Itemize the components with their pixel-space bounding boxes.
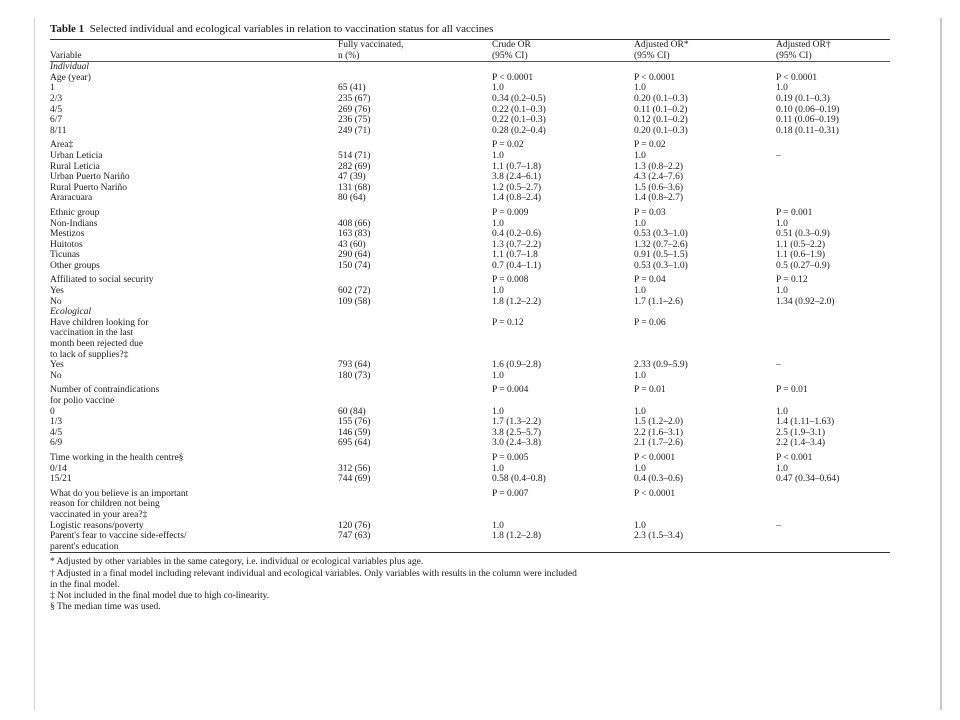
cell-adjusted-or-1: P < 0.0001	[634, 72, 676, 83]
cell-adjusted-or-2: 2.2 (1.4–3.4)	[776, 438, 826, 449]
table-row	[50, 449, 890, 464]
cell-adjusted-or-1: 2.3 (1.5–3.4)	[634, 531, 684, 542]
header-variable: Variable	[50, 50, 82, 61]
cell-variable: 0	[50, 406, 55, 417]
cell-adjusted-or-1: 1.5 (1.2–2.0)	[634, 417, 684, 428]
cell-fully-vaccinated	[338, 499, 492, 510]
cell-crude-or: P = 0.02	[492, 140, 524, 151]
cell-crude-or: 1.1 (0.7–1.8	[492, 250, 538, 261]
cell-fully-vaccinated	[338, 204, 492, 219]
cell-adjusted-or-1: 1.0	[634, 370, 646, 381]
cell-crude-or	[492, 350, 634, 361]
cell-adjusted-or-1: 1.0	[634, 83, 646, 94]
cell-adjusted-or-2: 1.0	[776, 406, 788, 417]
cell-adjusted-or-2	[776, 350, 890, 361]
cell-fully-vaccinated: 155 (76)	[338, 417, 371, 428]
cell-fully-vaccinated: 150 (74)	[338, 260, 371, 271]
table-row	[50, 204, 890, 219]
cell-variable: Ticunas	[50, 250, 80, 261]
cell-crude-or: 1.7 (1.3–2.2)	[492, 417, 542, 428]
cell-crude-or: 1.0	[492, 520, 504, 531]
cell-crude-or: 1.0	[492, 370, 504, 381]
cell-fully-vaccinated	[338, 381, 492, 396]
cell-fully-vaccinated: 43 (60)	[338, 239, 366, 250]
table-row	[50, 485, 890, 500]
cell-variable: 1/3	[50, 417, 63, 428]
cell-adjusted-or-2	[776, 162, 890, 173]
table-row	[50, 464, 890, 475]
cell-adjusted-or-2: 0.51 (0.3–0.9)	[776, 229, 830, 240]
cell-fully-vaccinated: 235 (67)	[338, 93, 371, 104]
cell-adjusted-or-2	[776, 485, 890, 500]
cell-adjusted-or-2	[776, 172, 890, 183]
cell-fully-vaccinated	[338, 136, 492, 151]
cell-variable: parent's education	[50, 541, 119, 552]
cell-variable: 4/5	[50, 427, 63, 438]
cell-fully-vaccinated: 249 (71)	[338, 125, 371, 136]
cell-adjusted-or-2: P = 0.001	[776, 207, 813, 218]
cell-crude-or: 0.34 (0.2–0.5)	[492, 93, 546, 104]
cell-adjusted-or-2	[776, 371, 890, 382]
cell-crude-or	[492, 339, 634, 350]
cell-adjusted-or-2	[776, 499, 890, 510]
cell-fully-vaccinated: 120 (76)	[338, 520, 371, 531]
table-row	[50, 371, 890, 382]
table-row	[50, 193, 890, 204]
cell-crude-or: 1.1 (0.7–1.8)	[492, 161, 542, 172]
table-row	[50, 531, 890, 542]
cell-fully-vaccinated	[338, 271, 492, 286]
cell-crude-or: 0.58 (0.4–0.8)	[492, 474, 546, 485]
cell-adjusted-or-2	[776, 136, 890, 151]
cell-fully-vaccinated: 514 (71)	[338, 150, 371, 161]
table-row	[50, 407, 890, 418]
table-row	[50, 417, 890, 428]
cell-adjusted-or-2	[776, 318, 890, 329]
cell-adjusted-or-1: 1.5 (0.6–3.6)	[634, 182, 684, 193]
cell-adjusted-or-1: 1.0	[634, 150, 646, 161]
cell-crude-or	[492, 499, 634, 510]
table-row	[50, 499, 890, 510]
footnote: in the final model.	[50, 579, 120, 590]
cell-crude-or: P = 0.12	[492, 317, 524, 328]
cell-crude-or: 1.8 (1.2–2.8)	[492, 531, 542, 542]
header-crude-or: Crude OR (95% CI)	[492, 40, 531, 61]
cell-variable: Araracuara	[50, 193, 93, 204]
cell-crude-or: 0.22 (0.1–0.3)	[492, 104, 546, 115]
cell-variable: 4/5	[50, 104, 63, 115]
cell-adjusted-or-1: 0.20 (0.1–0.3)	[634, 125, 688, 136]
cell-adjusted-or-1	[634, 510, 776, 521]
cell-adjusted-or-2	[776, 307, 890, 318]
table-row	[50, 271, 890, 286]
cell-variable: Ethnic group	[50, 207, 100, 218]
cell-variable: Urban Leticia	[50, 150, 103, 161]
cell-fully-vaccinated: 602 (72)	[338, 286, 371, 297]
cell-fully-vaccinated: 282 (69)	[338, 161, 371, 172]
page-border-right	[940, 18, 942, 710]
cell-crude-or	[492, 510, 634, 521]
cell-adjusted-or-2: 0.18 (0.11–0.31)	[776, 125, 839, 136]
cell-adjusted-or-2	[776, 62, 890, 73]
cell-fully-vaccinated	[338, 328, 492, 339]
cell-adjusted-or-1: 0.4 (0.3–0.6)	[634, 474, 684, 485]
cell-crude-or: 0.28 (0.2–0.4)	[492, 125, 546, 136]
cell-adjusted-or-2: 0.10 (0.06–0.19)	[776, 104, 840, 115]
cell-adjusted-or-1: 1.0	[634, 463, 646, 474]
table-row	[50, 474, 890, 485]
table-row	[50, 360, 890, 371]
cell-adjusted-or-2: –	[776, 360, 781, 371]
cell-crude-or: 1.8 (1.2–2.2)	[492, 296, 542, 307]
cell-fully-vaccinated	[338, 339, 492, 350]
table-row	[50, 438, 890, 449]
table-row	[50, 115, 890, 126]
cell-fully-vaccinated	[338, 318, 492, 329]
table-row	[50, 381, 890, 396]
cell-adjusted-or-1: 0.20 (0.1–0.3)	[634, 93, 688, 104]
cell-variable: vaccinated in your area?‡	[50, 509, 148, 520]
footnote: § The median time was used.	[50, 602, 161, 613]
cell-adjusted-or-2: 1.1 (0.6–1.9)	[776, 250, 826, 261]
table-row	[50, 328, 890, 339]
table-row	[50, 286, 890, 297]
cell-fully-vaccinated: 695 (64)	[338, 438, 371, 449]
cell-adjusted-or-2: 2.5 (1.9–3.1)	[776, 427, 826, 438]
cell-variable: vaccination in the last	[50, 328, 134, 339]
cell-fully-vaccinated	[338, 350, 492, 361]
cell-crude-or: 3.8 (2.4–6.1)	[492, 172, 542, 183]
cell-variable: 2/3	[50, 93, 63, 104]
footnotes	[50, 557, 890, 613]
cell-adjusted-or-1: 1.0	[634, 286, 646, 297]
cell-variable: No	[50, 296, 62, 307]
footnote: * Adjusted by other variables in the same category, i.e. individual or ecological variables plus age.	[50, 557, 424, 568]
cell-fully-vaccinated: 408 (66)	[338, 218, 371, 229]
cell-crude-or: 1.4 (0.8–2.4)	[492, 193, 542, 204]
cell-variable: month been rejected due	[50, 339, 144, 350]
cell-adjusted-or-2: P = 0.01	[776, 385, 808, 396]
cell-variable: Area‡	[50, 140, 74, 151]
table-body	[50, 62, 890, 552]
cell-fully-vaccinated	[338, 307, 492, 318]
cell-crude-or: 0.4 (0.2–0.6)	[492, 229, 542, 240]
table-row	[50, 162, 890, 173]
table-row	[50, 307, 890, 318]
cell-crude-or: 3.0 (2.4–3.8)	[492, 438, 542, 449]
cell-variable: Number of contraindications	[50, 385, 160, 396]
cell-fully-vaccinated: 312 (56)	[338, 463, 371, 474]
cell-crude-or: 1.0	[492, 463, 504, 474]
cell-adjusted-or-1: 1.0	[634, 218, 646, 229]
cell-variable: 8/11	[50, 125, 67, 136]
cell-variable: Affiliated to social security	[50, 275, 154, 286]
cell-adjusted-or-1	[634, 542, 776, 553]
cell-fully-vaccinated: 80 (64)	[338, 193, 366, 204]
cell-fully-vaccinated: 744 (69)	[338, 474, 371, 485]
cell-fully-vaccinated	[338, 73, 492, 84]
cell-adjusted-or-2: –	[776, 150, 781, 161]
cell-adjusted-or-1: P = 0.02	[634, 140, 666, 151]
cell-fully-vaccinated: 163 (83)	[338, 229, 371, 240]
table-caption	[50, 22, 890, 36]
cell-adjusted-or-2: 1.0	[776, 463, 788, 474]
cell-adjusted-or-1: 1.0	[634, 406, 646, 417]
cell-crude-or: P = 0.008	[492, 275, 529, 286]
cell-adjusted-or-1: P = 0.06	[634, 317, 666, 328]
cell-fully-vaccinated: 747 (63)	[338, 531, 371, 542]
cell-fully-vaccinated: 290 (64)	[338, 250, 371, 261]
cell-adjusted-or-2: –	[776, 520, 781, 531]
cell-adjusted-or-1: 0.91 (0.5–1.5)	[634, 250, 688, 261]
cell-adjusted-or-2: 1.0	[776, 286, 788, 297]
cell-adjusted-or-2: 0.5 (0.27–0.9)	[776, 260, 830, 271]
cell-adjusted-or-2	[776, 531, 890, 542]
cell-fully-vaccinated: 180 (73)	[338, 370, 371, 381]
cell-adjusted-or-1: 0.11 (0.1–0.2)	[634, 104, 688, 115]
cell-adjusted-or-1: 1.4 (0.8–2.7)	[634, 193, 684, 204]
cell-crude-or: 1.3 (0.7–2.2)	[492, 239, 542, 250]
table-row	[50, 219, 890, 230]
cell-variable: Age (year)	[50, 72, 91, 83]
cell-adjusted-or-1: 2.2 (1.6–3.1)	[634, 427, 684, 438]
cell-variable: Ecological	[50, 307, 92, 318]
cell-variable: for polio vaccine	[50, 396, 115, 406]
cell-crude-or: 0.22 (0.1–0.3)	[492, 115, 546, 126]
cell-fully-vaccinated: 65 (41)	[338, 83, 366, 94]
footnote: † Adjusted in a final model including relevant individual and ecological variables. Only variables with results in the column were included	[50, 568, 577, 579]
table-row	[50, 297, 890, 308]
cell-variable: Non-Indians	[50, 218, 98, 229]
cell-variable: Have children looking for	[50, 317, 149, 328]
cell-adjusted-or-2: 0.19 (0.1–0.3)	[776, 93, 830, 104]
header-adjusted-or-1: Adjusted OR* (95% CI)	[634, 40, 689, 61]
cell-crude-or: 1.6 (0.9–2.8)	[492, 360, 542, 371]
cell-adjusted-or-1: P = 0.01	[634, 385, 666, 396]
cell-adjusted-or-1	[634, 307, 776, 318]
cell-variable: Logistic reasons/poverty	[50, 520, 144, 531]
cell-variable: Yes	[50, 360, 64, 371]
cell-adjusted-or-2: 1.34 (0.92–2.0)	[776, 296, 835, 307]
cell-crude-or	[492, 62, 634, 73]
table-row	[50, 229, 890, 240]
cell-fully-vaccinated	[338, 396, 492, 407]
cell-adjusted-or-2: 0.47 (0.34–0.64)	[776, 474, 840, 485]
cell-adjusted-or-1	[634, 339, 776, 350]
cell-crude-or	[492, 542, 634, 553]
cell-adjusted-or-2	[776, 328, 890, 339]
cell-adjusted-or-2	[776, 542, 890, 553]
table-row	[50, 339, 890, 350]
cell-adjusted-or-2: 1.0	[776, 83, 788, 94]
bottom-rule	[50, 552, 890, 553]
cell-adjusted-or-1: 1.3 (0.8–2.2)	[634, 161, 684, 172]
cell-fully-vaccinated: 131 (68)	[338, 182, 371, 193]
header-fully-vaccinated: Fully vaccinated, n (%)	[338, 40, 404, 61]
header-adjusted-or-2: Adjusted OR† (95% CI)	[776, 40, 831, 61]
header-row	[50, 40, 890, 61]
cell-fully-vaccinated: 269 (76)	[338, 104, 371, 115]
cell-crude-or	[492, 307, 634, 318]
table-row	[50, 62, 890, 73]
cell-variable: reason for children not being	[50, 499, 160, 510]
cell-adjusted-or-2	[776, 396, 890, 407]
cell-adjusted-or-1: 0.53 (0.3–1.0)	[634, 229, 688, 240]
cell-adjusted-or-2: P < 0.001	[776, 452, 813, 463]
cell-fully-vaccinated: 47 (39)	[338, 172, 366, 183]
table-figure	[50, 22, 890, 613]
cell-adjusted-or-1: 0.53 (0.3–1.0)	[634, 260, 688, 271]
cell-adjusted-or-2: 1.0	[776, 218, 788, 229]
cell-variable: Rural Leticia	[50, 161, 100, 172]
cell-crude-or: 1.2 (0.5–2.7)	[492, 182, 542, 193]
cell-adjusted-or-1: 1.7 (1.1–2.6)	[634, 296, 684, 307]
table-row	[50, 183, 890, 194]
cell-adjusted-or-2	[776, 510, 890, 521]
cell-variable: 6/7	[50, 115, 63, 126]
cell-fully-vaccinated: 793 (64)	[338, 360, 371, 371]
table-row	[50, 318, 890, 329]
cell-adjusted-or-2: 1.4 (1.11–1.63)	[776, 417, 835, 428]
cell-crude-or: P = 0.005	[492, 452, 529, 463]
cell-adjusted-or-1: 2.1 (1.7–2.6)	[634, 438, 684, 449]
cell-fully-vaccinated	[338, 510, 492, 521]
table-row	[50, 136, 890, 151]
cell-adjusted-or-1: 2.33 (0.9–5.9)	[634, 360, 688, 371]
cell-crude-or: 1.0	[492, 218, 504, 229]
table-row	[50, 510, 890, 521]
table-row	[50, 240, 890, 251]
cell-fully-vaccinated: 146 (59)	[338, 427, 371, 438]
cell-adjusted-or-1: P < 0.0001	[634, 488, 676, 499]
results-table	[50, 40, 890, 552]
cell-adjusted-or-2: P = 0.12	[776, 275, 808, 286]
cell-variable: Time working in the health centre§	[50, 452, 184, 463]
cell-crude-or: 1.0	[492, 286, 504, 297]
cell-crude-or: P = 0.007	[492, 488, 529, 499]
table-row	[50, 94, 890, 105]
cell-adjusted-or-1	[634, 396, 776, 407]
cell-variable: 1	[50, 83, 55, 94]
cell-crude-or	[492, 396, 634, 407]
cell-adjusted-or-1: 0.12 (0.1–0.2)	[634, 115, 688, 126]
cell-variable: Mestizos	[50, 229, 85, 240]
cell-variable: 0/14	[50, 463, 67, 474]
table-row	[50, 151, 890, 162]
table-row	[50, 261, 890, 272]
cell-adjusted-or-1	[634, 328, 776, 339]
cell-variable: Parent's fear to vaccine side-effects/	[50, 531, 187, 542]
cell-adjusted-or-2	[776, 339, 890, 350]
cell-fully-vaccinated: 60 (84)	[338, 406, 366, 417]
cell-crude-or: P = 0.004	[492, 385, 529, 396]
cell-adjusted-or-2: 0.11 (0.06–0.19)	[776, 115, 839, 126]
cell-fully-vaccinated	[338, 485, 492, 500]
table-row	[50, 250, 890, 261]
cell-variable: 15/21	[50, 474, 72, 485]
cell-variable: What do you believe is an important	[50, 488, 189, 499]
cell-adjusted-or-1	[634, 62, 776, 73]
cell-variable: Huitotos	[50, 239, 83, 250]
table-row	[50, 521, 890, 532]
table-row	[50, 73, 890, 84]
table-row	[50, 542, 890, 553]
cell-crude-or: 1.0	[492, 406, 504, 417]
table-title: Selected individual and ecological variables in relation to vaccination status for all vaccines	[89, 23, 494, 35]
cell-crude-or	[492, 328, 634, 339]
cell-adjusted-or-1: P = 0.03	[634, 207, 666, 218]
cell-variable: Individual	[50, 62, 90, 73]
cell-variable: Yes	[50, 286, 64, 297]
table-label: Table 1	[50, 23, 85, 35]
cell-variable: Other groups	[50, 260, 100, 271]
cell-adjusted-or-1	[634, 350, 776, 361]
cell-fully-vaccinated: 109 (58)	[338, 296, 371, 307]
cell-adjusted-or-2	[776, 183, 890, 194]
cell-adjusted-or-2	[776, 193, 890, 204]
cell-variable: Urban Puerto Nariño	[50, 172, 130, 183]
cell-adjusted-or-1: 1.0	[634, 520, 646, 531]
cell-adjusted-or-2: P < 0.0001	[776, 72, 818, 83]
cell-crude-or: 3.8 (2.5–5.7)	[492, 427, 542, 438]
cell-adjusted-or-1: 1.32 (0.7–2.6)	[634, 239, 688, 250]
cell-variable: 6/9	[50, 438, 63, 449]
cell-crude-or: P < 0.0001	[492, 72, 534, 83]
cell-variable: Rural Puerto Nariño	[50, 182, 128, 193]
table-row	[50, 396, 890, 407]
cell-fully-vaccinated	[338, 62, 492, 73]
cell-fully-vaccinated: 236 (75)	[338, 115, 371, 126]
cell-adjusted-or-1: P < 0.0001	[634, 452, 676, 463]
table-row	[50, 428, 890, 439]
cell-variable: to lack of supplies?‡	[50, 349, 129, 360]
cell-adjusted-or-1: P = 0.04	[634, 275, 666, 286]
cell-adjusted-or-1	[634, 499, 776, 510]
cell-crude-or: 1.0	[492, 83, 504, 94]
table-row	[50, 172, 890, 183]
table-row	[50, 350, 890, 361]
cell-fully-vaccinated	[338, 542, 492, 553]
cell-variable: No	[50, 370, 62, 381]
table-row	[50, 126, 890, 137]
cell-crude-or: 1.0	[492, 150, 504, 161]
cell-crude-or: 0.7 (0.4–1.1)	[492, 260, 542, 271]
cell-crude-or: P = 0.009	[492, 207, 529, 218]
cell-fully-vaccinated	[338, 449, 492, 464]
cell-adjusted-or-1: 4.3 (2.4–7.6)	[634, 172, 684, 183]
table-row	[50, 105, 890, 116]
page-border-left	[34, 18, 35, 710]
footnote: ‡ Not included in the final model due to high co-linearity.	[50, 590, 270, 601]
cell-adjusted-or-2: 1.1 (0.5–2.2)	[776, 239, 826, 250]
table-row	[50, 83, 890, 94]
